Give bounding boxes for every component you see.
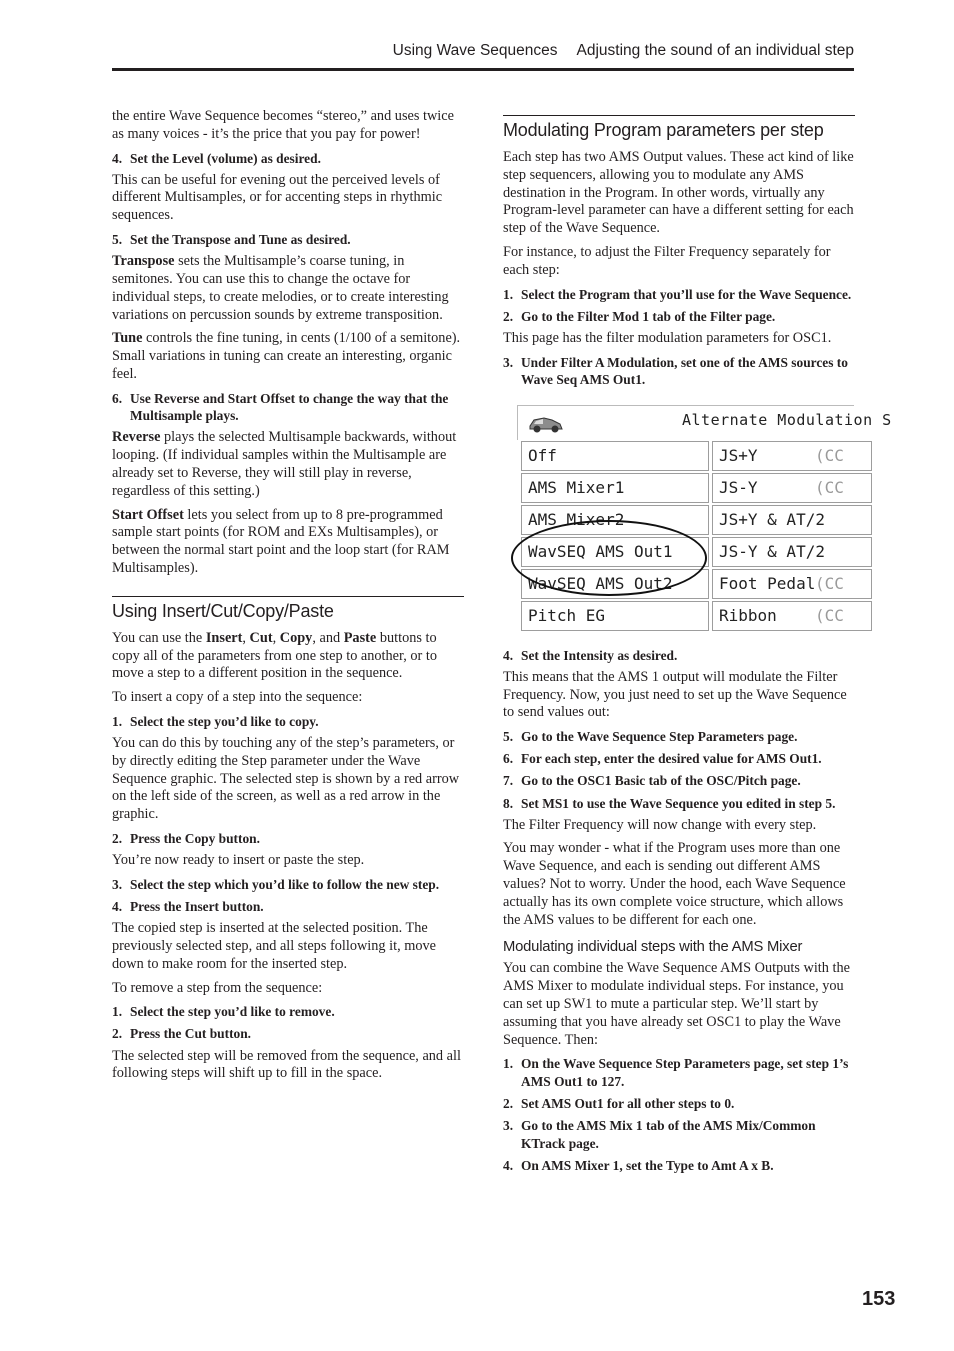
remove-step-2-body: The selected step will be removed from the sequence, and all following steps will shift up to fill in the space. [112,1047,461,1082]
mixer-step-1: 1. On the Wave Sequence Step Parameters page, set step 1’s AMS Out1 to 127. [503,1056,849,1089]
ams-source-option[interactable] [521,601,709,631]
copy-step-2-body: You’re now ready to insert or paste the step. [112,852,365,869]
intro-paragraph: the entire Wave Sequence becomes “stereo,” and uses twice as many voices - it’s the price that you pay for power! [112,108,454,142]
mixer-step-2: 2. Set AMS Out1 for all other steps to 0. [503,1096,735,1112]
ams-source-label: Foot Pedal [719,573,816,593]
page-number: 153 [862,1288,896,1310]
remove-step-1: 1. Select the step you’d like to remove. [112,1004,335,1020]
mod-step-3: 3. Under Filter A Modulation, set one of the AMS sources to Wave Seq AMS Out1. [503,354,848,388]
mixer-step-4: 4. On AMS Mixer 1, set the Type to Amt A x B. [503,1157,774,1173]
insert-intro: To insert a copy of a step into the sequence: [112,689,363,706]
ams-source-option[interactable] [712,537,872,567]
cc-suffix: (CC [815,445,844,465]
ams-source-label: JS-Y & AT/2 [719,541,825,561]
mod-step-4: 4. Set the Intensity as desired. [503,647,678,663]
wonder-paragraph: You may wonder - what if the Program uses more than one Wave Sequence, and each is sending out different AMS values? Not to worry. Under the hood, each Wave Sequence actually has its own complete voice structure, which allows the AMS values to be different for each one. [503,840,846,928]
mod-step-7: 7. Go to the OSC1 Basic tab of the OSC/Pitch page. [503,773,801,789]
ams-source-option[interactable] [521,473,709,503]
modulating-paragraph-2: For instance, to adjust the Filter Frequency separately for each step: [503,243,831,278]
ams-source-label: JS+Y [719,445,758,465]
copy-step-1-body: You can do this by touching any of the step’s parameters, or by directly editing the Step parameter under the Wave Sequence graphic. The selected step is shown by a red arrow on the left side of the screen, as well as a red arrow in the graphic. [112,735,460,823]
section-heading-insert-cut-copy-paste: Using Insert/Cut/Copy/Paste [112,596,464,622]
step-4: 4. Set the Level (volume) as desired. [112,150,321,166]
copy-step-1: 1. Select the step you’d like to copy. [112,714,319,729]
remove-step-2: 2. Press the Cut button. [112,1026,252,1042]
mod-step-2-body: This page has the filter modulation parameters for OSC1. [503,329,832,346]
header-subsection: Adjusting the sound of an individual step [576,42,854,59]
ams-source-label: Ribbon [719,605,777,625]
transpose-paragraph: Transpose sets the Multisample’s coarse tuning, in semitones. You can use this to change the octave for individual steps, to create melodies, or to create interesting variations on percussion sounds by extreme transposition. [112,253,449,323]
ams-source-option[interactable] [712,569,872,599]
ams-source-option[interactable] [712,441,872,471]
screenshot-title: Alternate Modulation S [682,410,892,429]
filter-frequency-note: The Filter Frequency will now change with every step. [503,816,817,833]
ams-source-label: AMS Mixer1 [528,477,625,497]
level-paragraph: This can be useful for evening out the perceived levels of different Multisamples, or for accenting steps in rhythmic sequences. [112,171,443,224]
cc-suffix: (CC [815,573,844,593]
offset-paragraph: Start Offset lets you select from up to 8 pre-programmed sample start points (for ROM and EXs Multisamples), or between the normal start point and the loop start (for RAM Multisamples). [112,506,450,577]
ams-source-label: WavSEQ AMS Out1 [528,541,673,561]
tune-paragraph: Tune controls the fine tuning, in cents (1/100 of a semitone). Small variations in tuning can create an interesting, organic feel. [112,330,461,382]
step-5: 5. Set the Transpose and Tune as desired. [112,232,351,248]
highlight-ellipse [511,520,707,596]
mod-step-5: 5. Go to the Wave Sequence Step Parameters page. [503,729,798,745]
screenshot-title-bar [517,405,892,440]
ams-source-label: Pitch EG [528,605,606,625]
ams-source-label: AMS Mixer2 [528,509,625,529]
ams-mixer-paragraph: You can combine the Wave Sequence AMS Outputs with the AMS Mixer to modulate individual steps. For instance, you can set up SW1 to mute a particular step. We’ll start by assuming that you have already set OSC1 to play the Wave Sequence. Then: [503,960,850,1048]
mod-step-4-body: This means that the AMS 1 output will modulate the Filter Frequency. Now, you just need to set up the Wave Sequence to send values out: [503,668,847,721]
mod-step-6: 6. For each step, enter the desired value for AMS Out1. [503,751,822,767]
mod-step-8: 8. Set MS1 to use the Wave Sequence you edited in step 5. [503,795,836,811]
ams-source-option[interactable] [712,505,872,535]
ams-source-option[interactable] [712,473,872,503]
ams-source-label: Off [528,445,557,465]
ams-source-option[interactable] [712,601,872,631]
ams-source-label: WavSEQ AMS Out2 [528,573,673,593]
cc-suffix: (CC [815,477,844,497]
header-text [393,42,854,60]
icc-paragraph: You can use the Insert, Cut, Copy, and Paste buttons to copy all of the parameters from one step to another, or to move a step to a different position in the sequence. [112,629,437,682]
reverse-paragraph: Reverse plays the selected Multisample backwards, without looping. (If individual samples within the Multisample are already set to Reverse, they will still play in reverse, regardless of this setting.) [112,429,457,499]
subheading-ams-mixer: Modulating individual steps with the AMS Mixer [503,939,803,956]
left-column [112,108,464,1089]
copy-step-3: 3. Select the step which you’d like to follow the new step. [112,876,440,892]
mod-step-2: 2. Go to the Filter Mod 1 tab of the Filter page. [503,308,776,324]
copy-step-4: 4. Press the Insert button. [112,899,264,915]
remove-intro: To remove a step from the sequence: [112,979,323,996]
car-icon [528,414,564,440]
mixer-step-3: 3. Go to the AMS Mix 1 tab of the AMS Mix/Common KTrack page. [503,1118,816,1151]
running-header [112,38,854,71]
right-column [503,115,892,1179]
alternate-modulation-screenshot [517,405,892,633]
cc-suffix: (CC [815,605,844,625]
section-heading-modulating-program: Modulating Program parameters per step [503,115,855,141]
ams-source-label: JS+Y & AT/2 [719,509,825,529]
header-section: Using Wave Sequences [392,42,558,59]
step-6: 6. Use Reverse and Start Offset to change the way that the Multisample plays. [112,390,449,424]
modulating-paragraph-1: Each step has two AMS Output values. These act kind of like step sequencers, allowing you to modulate any AMS destination in the Program. In other words, virtually any Program-level parameter can have a different setting for each step of the Wave Sequence. [503,149,854,237]
copy-step-2: 2. Press the Copy button. [112,831,260,847]
ams-source-option[interactable] [521,441,709,471]
copy-step-4-body: The copied step is inserted at the selected position. The previously selected step, and all steps following it, move down to make room for the inserted step. [112,920,436,972]
ams-source-label: JS-Y [719,477,758,497]
mod-step-1: 1. Select the Program that you’ll use for the Wave Sequence. [503,286,852,302]
